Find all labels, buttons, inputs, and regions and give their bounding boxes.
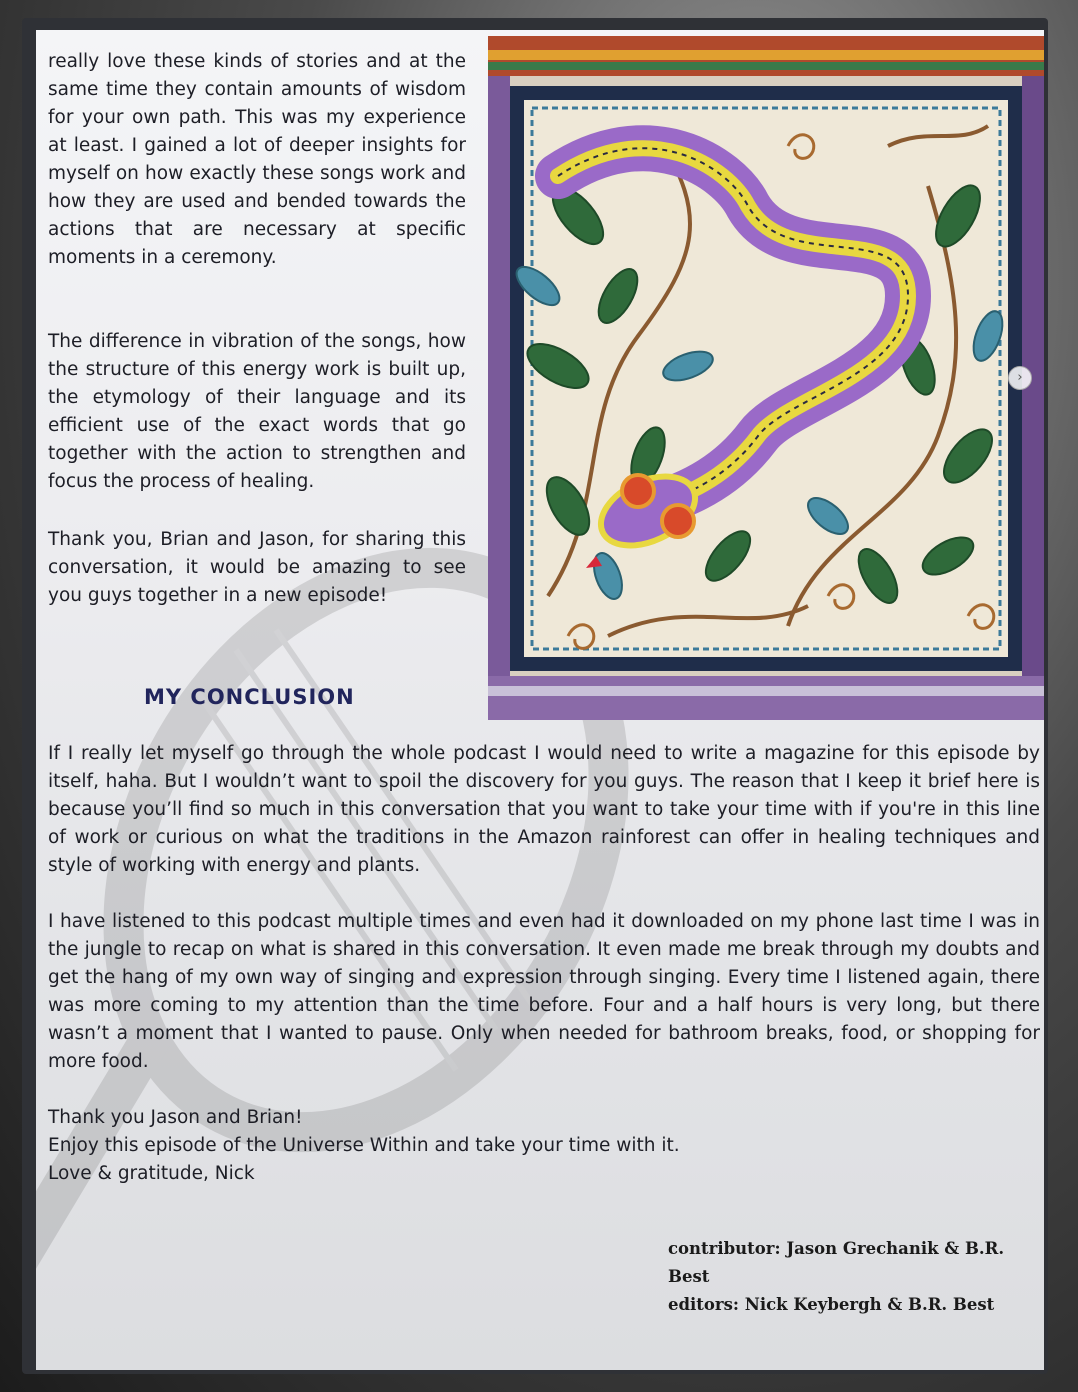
section-heading: MY CONCLUSION [144, 685, 355, 709]
embroidery-photo [488, 36, 1044, 720]
intro-paragraph: really love these kinds of stories and at the same time they contain amounts of wisdom for your own path. This was my experience at least. I gained a lot of deeper insights for myself on how exactly these songs work and how they are used and bended towards the actions that are necessary at specific moments in a ceremony. [48, 51, 466, 268]
listening-paragraph: I have listened to this podcast multiple times and even had it downloaded on my phone last time I was in the jungle to recap on what is shared in this conversation. It even made me break through my doubts and get the hang of my own way of singing and expression through singing. Every time I listened again, there was more coming to my attention than the time before. Four and a half hours is very long, but there wasn’t a moment that I wanted to pause. Only when needed for bathroom breaks, food, or shopping for more food. [48, 911, 1040, 1072]
closing-line-1: Thank you Jason and Brian! [48, 1107, 303, 1128]
editors-credit: editors: Nick Keybergh & B.R. Best [668, 1295, 995, 1314]
closing-line-3: Love & gratitude, Nick [48, 1163, 255, 1184]
closing-block [48, 1104, 1040, 1188]
magazine-page [36, 30, 1044, 1370]
contributor-credit: contributor: Jason Grechanik & B.R. Best [668, 1239, 1005, 1286]
chevron-right-icon[interactable]: › [1008, 366, 1032, 390]
conclusion-paragraph: If I really let myself go through the whole podcast I would need to write a magazine for this episode by itself, haha. But I wouldn’t want to spoil the discovery for you guys. The reason that I keep it brief here is because you’ll find so much in this conversation that you want to take your time with if you're in this line of work or curious on what the traditions in the Amazon rainforest can offer in healing techniques and style of working with energy and plants. [48, 743, 1040, 876]
credits-block [668, 1235, 1044, 1319]
closing-line-2: Enjoy this episode of the Universe Within and take your time with it. [48, 1135, 680, 1156]
thanks-paragraph: Thank you, Brian and Jason, for sharing this conversation, it would be amazing to see you guys together in a new episode! [48, 529, 466, 606]
vibration-paragraph: The difference in vibration of the songs, how the structure of this energy work is built up, the etymology of their language and its efficient use of the exact words that go together with the action to strengthen and focus the process of healing. [48, 331, 466, 492]
